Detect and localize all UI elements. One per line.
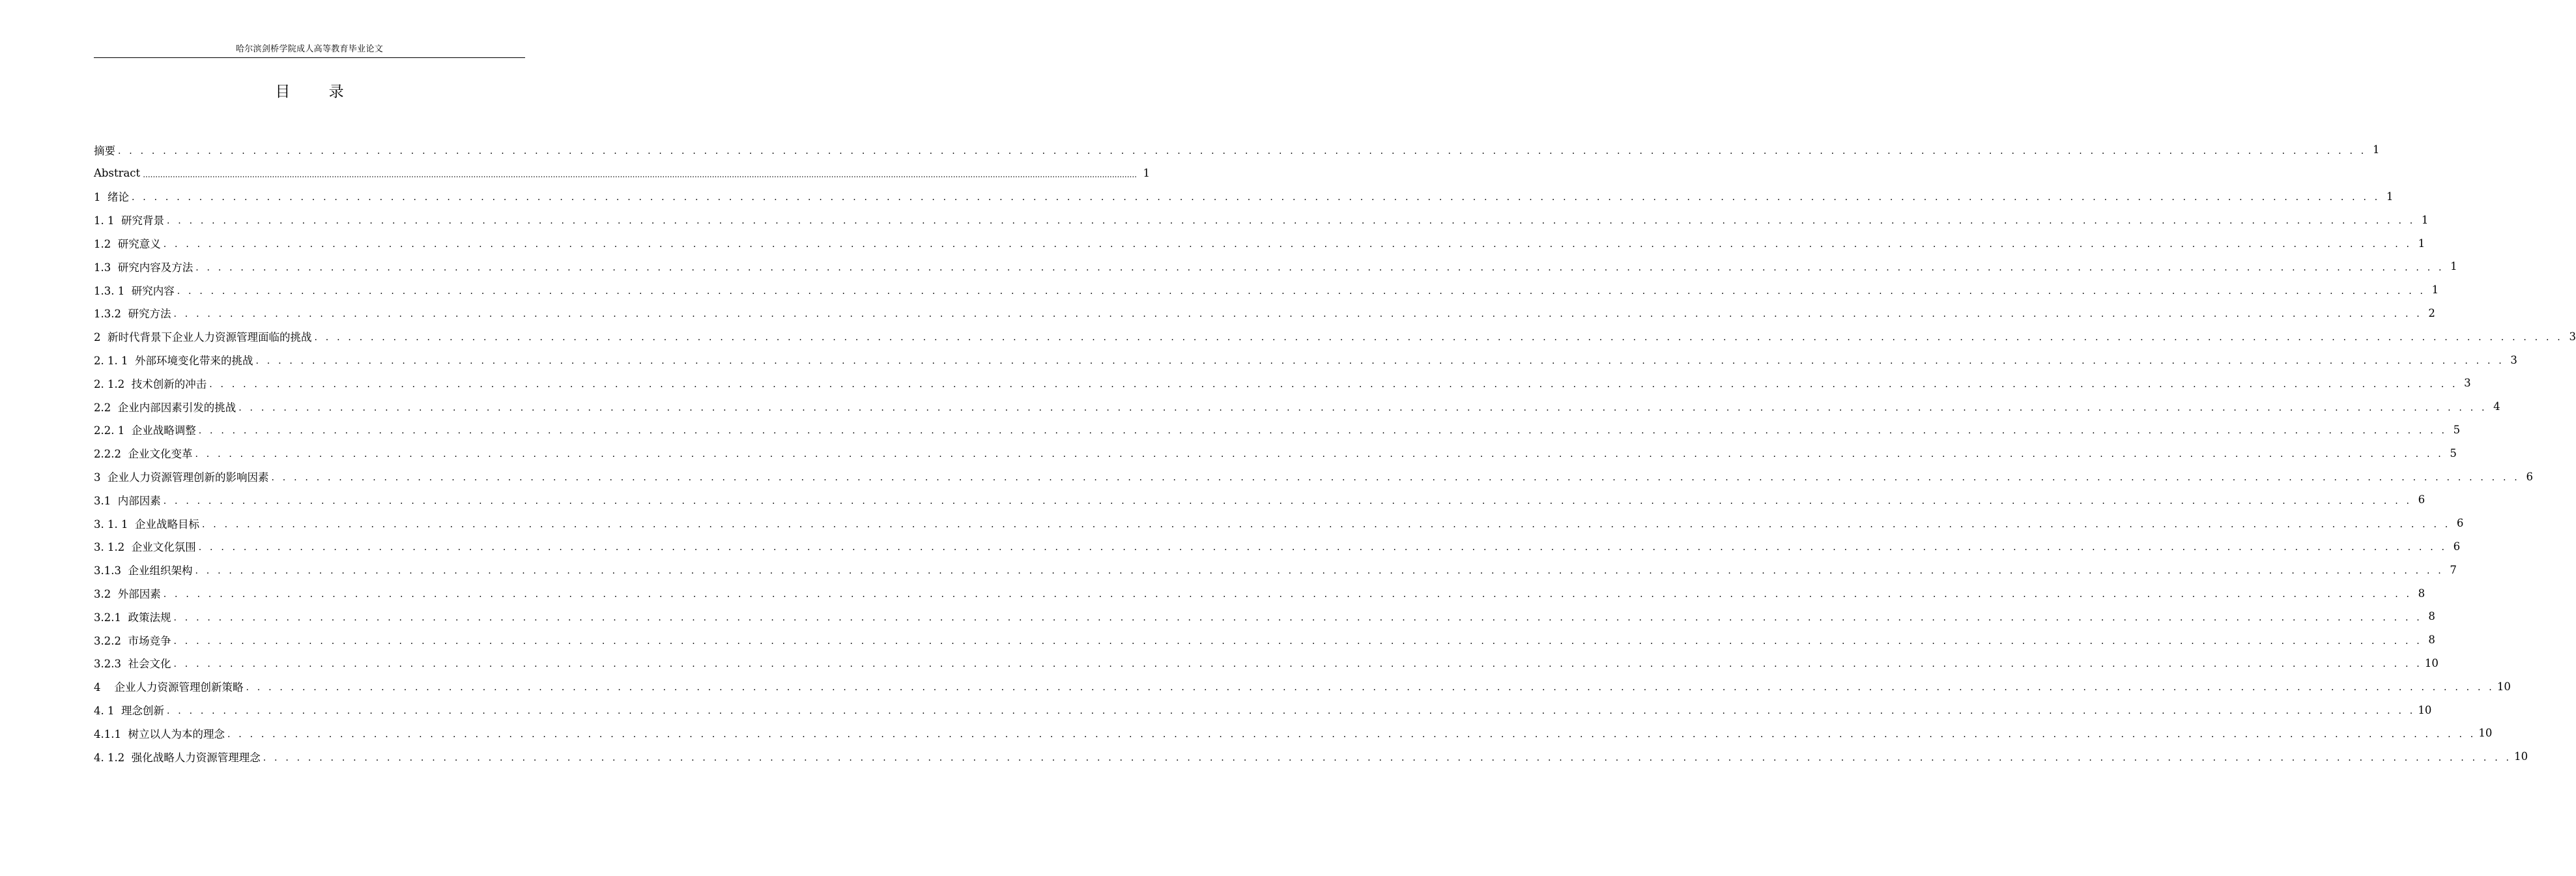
toc-entry[interactable] xyxy=(94,535,2461,559)
toc-entry[interactable] xyxy=(94,441,2457,465)
toc-dot-leader: . . . . . . . . . . . . . . . . . . . . . . . . . . . . . . . . . . . . . . . . . . . . . . . . . . . . . . . . . . . . . . . . . . . . . . . . . . . . . . . . . . . . . . . . . . . . . . . . . . . . . . . . . . . . . . . . . . . . . . . . . . . . . . . . . . . . . . . . . . . . . . . . . . . . . . . . . . . . . . . . . . . . . . . . . . . . . . . . . . . . . . . . . . . . . . . . . . . . . . . . xyxy=(177,285,2426,297)
toc-entry-label: 4. 1.2 强化战略人力资源管理理念 xyxy=(94,751,261,764)
toc-entry-page-number: 1 xyxy=(2421,213,2429,226)
toc-entry[interactable] xyxy=(94,255,2457,278)
toc-entry[interactable] xyxy=(94,395,2500,418)
toc-entry[interactable] xyxy=(94,302,2435,325)
toc-entry-label: 1 绪论 xyxy=(94,191,129,204)
toc-dot-leader: ................................................................................................................................................................................................................................................................................................................................................................................................................ xyxy=(143,169,1137,179)
toc-entry-label: 4.1.1 树立以人为本的理念 xyxy=(94,727,225,740)
toc-entry[interactable] xyxy=(94,558,2457,581)
toc-entry-page-number: 3 xyxy=(2464,377,2471,390)
toc-entry[interactable] xyxy=(94,208,2429,231)
toc-entry[interactable] xyxy=(94,348,2517,372)
toc-dot-leader: . . . . . . . . . . . . . . . . . . . . . . . . . . . . . . . . . . . . . . . . . . . . . . . . . . . . . . . . . . . . . . . . . . . . . . . . . . . . . . . . . . . . . . . . . . . . . . . . . . . . . . . . . . . . . . . . . . . . . . . . . . . . . . . . . . . . . . . . . . . . . . . . . . . . . . . . . . . . . . . . . . . . . . . . . . . . . . . . . . . . . . . . . . . . . . . . . . . . . . . . xyxy=(271,473,2520,484)
toc-entry-page-number: 1 xyxy=(2372,143,2380,156)
toc-entry-page-number: 10 xyxy=(2424,656,2439,669)
toc-entry[interactable] xyxy=(94,162,1150,185)
toc-entry[interactable] xyxy=(94,138,2380,162)
toc-entry-label: 4. 1 理念创新 xyxy=(94,705,164,718)
toc-dot-leader: . . . . . . . . . . . . . . . . . . . . . . . . . . . . . . . . . . . . . . . . . . . . . . . . . . . . . . . . . . . . . . . . . . . . . . . . . . . . . . . . . . . . . . . . . . . . . . . . . . . . . . . . . . . . . . . . . . . . . . . . . . . . . . . . . . . . . . . . . . . . . . . . . . . . . . . . . . . . . . . . . . . . . . . . . . . . . . . . . . . . . . . . . . . . . . . . . . . . . . . . xyxy=(166,706,2416,717)
toc-entry-page-number: 2 xyxy=(2428,306,2435,319)
toc-entry[interactable] xyxy=(94,581,2426,605)
toc-dot-leader: . . . . . . . . . . . . . . . . . . . . . . . . . . . . . . . . . . . . . . . . . . . . . . . . . . . . . . . . . . . . . . . . . . . . . . . . . . . . . . . . . . . . . . . . . . . . . . . . . . . . . . . . . . . . . . . . . . . . . . . . . . . . . . . . . . . . . . . . . . . . . . . . . . . . . . . . . . . . . . . . . . . . . . . . . . . . . . . . . . . . . . . . . . . . . . . . . . . . . . . . xyxy=(198,426,2448,437)
toc-entry[interactable] xyxy=(94,745,2528,768)
toc-entry-label: Abstract xyxy=(94,167,141,180)
toc-entry-page-number: 4 xyxy=(2493,400,2500,413)
toc-entry-page-number: 1 xyxy=(2386,190,2394,203)
toc-entry-page-number: 7 xyxy=(2450,563,2457,576)
toc-title: 目 录 xyxy=(275,83,361,100)
toc-dot-leader: . . . . . . . . . . . . . . . . . . . . . . . . . . . . . . . . . . . . . . . . . . . . . . . . . . . . . . . . . . . . . . . . . . . . . . . . . . . . . . . . . . . . . . . . . . . . . . . . . . . . . . . . . . . . . . . . . . . . . . . . . . . . . . . . . . . . . . . . . . . . . . . . . . . . . . . . . . . . . . . . . . . . . . . . . . . . . . . . . . . . . . . . . . . . . . . . . . . . . . . . xyxy=(238,402,2487,413)
toc-entry[interactable] xyxy=(94,512,2464,535)
toc-entry-label: 3.2.1 政策法规 xyxy=(94,611,171,624)
toc-entry-page-number: 10 xyxy=(2418,703,2432,716)
toc-entry[interactable] xyxy=(94,278,2439,302)
toc-entry[interactable] xyxy=(94,231,2426,255)
toc-entry[interactable] xyxy=(94,372,2471,395)
toc-entry-label: 3 企业人力资源管理创新的影响因素 xyxy=(94,471,269,484)
table-of-contents xyxy=(94,138,2576,768)
toc-entry[interactable] xyxy=(94,185,2394,209)
toc-entry-page-number: 8 xyxy=(2418,587,2426,600)
toc-entry-label: 2 新时代背景下企业人力资源管理面临的挑战 xyxy=(94,331,312,344)
toc-dot-leader: . . . . . . . . . . . . . . . . . . . . . . . . . . . . . . . . . . . . . . . . . . . . . . . . . . . . . . . . . . . . . . . . . . . . . . . . . . . . . . . . . . . . . . . . . . . . . . . . . . . . . . . . . . . . . . . . . . . . . . . . . . . . . . . . . . . . . . . . . . . . . . . . . . . . . . . . . . . . . . . . . . . . . . . . . . . . . . . . . . . . . . . . . . . . . . . . . . . . . . . . xyxy=(173,309,2422,320)
toc-entry-label: 1.3. 1 研究内容 xyxy=(94,284,175,297)
toc-entry-page-number: 5 xyxy=(2450,446,2457,460)
toc-entry-page-number: 1 xyxy=(2418,237,2426,250)
toc-dot-leader: . . . . . . . . . . . . . . . . . . . . . . . . . . . . . . . . . . . . . . . . . . . . . . . . . . . . . . . . . . . . . . . . . . . . . . . . . . . . . . . . . . . . . . . . . . . . . . . . . . . . . . . . . . . . . . . . . . . . . . . . . . . . . . . . . . . . . . . . . . . . . . . . . . . . . . . . . . . . . . . . . . . . . . . . . . . . . . . . . . . . . . . . . . . . . . . . . . . . . . . . xyxy=(195,262,2444,273)
toc-entry-page-number: 6 xyxy=(2456,517,2464,530)
toc-dot-leader: . . . . . . . . . . . . . . . . . . . . . . . . . . . . . . . . . . . . . . . . . . . . . . . . . . . . . . . . . . . . . . . . . . . . . . . . . . . . . . . . . . . . . . . . . . . . . . . . . . . . . . . . . . . . . . . . . . . . . . . . . . . . . . . . . . . . . . . . . . . . . . . . . . . . . . . . . . . . . . . . . . . . . . . . . . . . . . . . . . . . . . . . . . . . . . . . . . . . . . . . xyxy=(132,192,2381,203)
toc-entry-label: 3.2.2 市场竞争 xyxy=(94,634,171,647)
toc-entry-page-number: 1 xyxy=(2431,284,2439,297)
toc-entry-page-number: 6 xyxy=(2418,493,2426,506)
toc-dot-leader: . . . . . . . . . . . . . . . . . . . . . . . . . . . . . . . . . . . . . . . . . . . . . . . . . . . . . . . . . . . . . . . . . . . . . . . . . . . . . . . . . . . . . . . . . . . . . . . . . . . . . . . . . . . . . . . . . . . . . . . . . . . . . . . . . . . . . . . . . . . . . . . . . . . . . . . . . . . . . . . . . . . . . . . . . . . . . . . . . . . . . . . . . . . . . . . . . . . . . . . . xyxy=(255,356,2504,367)
toc-dot-leader: . . . . . . . . . . . . . . . . . . . . . . . . . . . . . . . . . . . . . . . . . . . . . . . . . . . . . . . . . . . . . . . . . . . . . . . . . . . . . . . . . . . . . . . . . . . . . . . . . . . . . . . . . . . . . . . . . . . . . . . . . . . . . . . . . . . . . . . . . . . . . . . . . . . . . . . . . . . . . . . . . . . . . . . . . . . . . . . . . . . . . . . . . . . . . . . . . . . . . . . . xyxy=(195,449,2444,460)
toc-entry-label: 3.2.3 社会文化 xyxy=(94,658,171,671)
toc-entry[interactable] xyxy=(94,605,2435,628)
toc-entry-label: 2. 1. 1 外部环境变化带来的挑战 xyxy=(94,355,253,368)
toc-entry-page-number: 1 xyxy=(2450,260,2457,273)
toc-dot-leader: . . . . . . . . . . . . . . . . . . . . . . . . . . . . . . . . . . . . . . . . . . . . . . . . . . . . . . . . . . . . . . . . . . . . . . . . . . . . . . . . . . . . . . . . . . . . . . . . . . . . . . . . . . . . . . . . . . . . . . . . . . . . . . . . . . . . . . . . . . . . . . . . . . . . . . . . . . . . . . . . . . . . . . . . . . . . . . . . . . . . . . . . . . . . . . . . . . . . . . . . xyxy=(166,216,2416,227)
toc-entry-label: 2. 1.2 技术创新的冲击 xyxy=(94,377,207,390)
toc-entry[interactable] xyxy=(94,722,2493,745)
toc-entry-label: 3.2 外部因素 xyxy=(94,588,161,601)
toc-dot-leader: . . . . . . . . . . . . . . . . . . . . . . . . . . . . . . . . . . . . . . . . . . . . . . . . . . . . . . . . . . . . . . . . . . . . . . . . . . . . . . . . . . . . . . . . . . . . . . . . . . . . . . . . . . . . . . . . . . . . . . . . . . . . . . . . . . . . . . . . . . . . . . . . . . . . . . . . . . . . . . . . . . . . . . . . . . . . . . . . . . . . . . . . . . . . . . . . . . . . . . . . xyxy=(209,379,2458,390)
toc-entry-page-number: 6 xyxy=(2526,470,2533,483)
toc-entry[interactable] xyxy=(94,652,2439,675)
toc-dot-leader: . . . . . . . . . . . . . . . . . . . . . . . . . . . . . . . . . . . . . . . . . . . . . . . . . . . . . . . . . . . . . . . . . . . . . . . . . . . . . . . . . . . . . . . . . . . . . . . . . . . . . . . . . . . . . . . . . . . . . . . . . . . . . . . . . . . . . . . . . . . . . . . . . . . . . . . . . . . . . . . . . . . . . . . . . . . . . . . . . . . . . . . . . . . . . . . . . . . . . . . . xyxy=(173,659,2422,670)
toc-dot-leader: . . . . . . . . . . . . . . . . . . . . . . . . . . . . . . . . . . . . . . . . . . . . . . . . . . . . . . . . . . . . . . . . . . . . . . . . . . . . . . . . . . . . . . . . . . . . . . . . . . . . . . . . . . . . . . . . . . . . . . . . . . . . . . . . . . . . . . . . . . . . . . . . . . . . . . . . . . . . . . . . . . . . . . . . . . . . . . . . . . . . . . . . . . . . . . . . . . . . . . . . xyxy=(263,752,2512,763)
toc-entry-label: 4 企业人力资源管理创新策略 xyxy=(94,681,244,694)
header-rule xyxy=(94,57,525,58)
toc-dot-leader: . . . . . . . . . . . . . . . . . . . . . . . . . . . . . . . . . . . . . . . . . . . . . . . . . . . . . . . . . . . . . . . . . . . . . . . . . . . . . . . . . . . . . . . . . . . . . . . . . . . . . . . . . . . . . . . . . . . . . . . . . . . . . . . . . . . . . . . . . . . . . . . . . . . . . . . . . . . . . . . . . . . . . . . . . . . . . . . . . . . . . . . . . . . . . . . . . . . . . . . . xyxy=(163,495,2412,506)
toc-entry-label: 摘要 xyxy=(94,144,115,157)
toc-dot-leader: . . . . . . . . . . . . . . . . . . . . . . . . . . . . . . . . . . . . . . . . . . . . . . . . . . . . . . . . . . . . . . . . . . . . . . . . . . . . . . . . . . . . . . . . . . . . . . . . . . . . . . . . . . . . . . . . . . . . . . . . . . . . . . . . . . . . . . . . . . . . . . . . . . . . . . . . . . . . . . . . . . . . . . . . . . . . . . . . . . . . . . . . . . . . . . . . . . . . . . . . xyxy=(173,635,2422,647)
toc-entry-label: 3.1.3 企业组织架构 xyxy=(94,564,193,577)
toc-entry[interactable] xyxy=(94,325,2576,348)
toc-dot-leader: . . . . . . . . . . . . . . . . . . . . . . . . . . . . . . . . . . . . . . . . . . . . . . . . . . . . . . . . . . . . . . . . . . . . . . . . . . . . . . . . . . . . . . . . . . . . . . . . . . . . . . . . . . . . . . . . . . . . . . . . . . . . . . . . . . . . . . . . . . . . . . . . . . . . . . . . . . . . . . . . . . . . . . . . . . . . . . . . . . . . . . . . . . . . . . . . . . . . . . . . xyxy=(198,542,2448,553)
toc-entry-label: 2.2 企业内部因素引发的挑战 xyxy=(94,401,236,414)
toc-entry-page-number: 8 xyxy=(2428,610,2435,623)
toc-entry[interactable] xyxy=(94,675,2511,698)
toc-entry-label: 1.3 研究内容及方法 xyxy=(94,261,193,274)
toc-entry-label: 1.2 研究意义 xyxy=(94,238,161,251)
toc-dot-leader: . . . . . . . . . . . . . . . . . . . . . . . . . . . . . . . . . . . . . . . . . . . . . . . . . . . . . . . . . . . . . . . . . . . . . . . . . . . . . . . . . . . . . . . . . . . . . . . . . . . . . . . . . . . . . . . . . . . . . . . . . . . . . . . . . . . . . . . . . . . . . . . . . . . . . . . . . . . . . . . . . . . . . . . . . . . . . . . . . . . . . . . . . . . . . . . . . . . . . . . . xyxy=(195,566,2444,577)
toc-entry-label: 2.2. 1 企业战略调整 xyxy=(94,424,196,437)
toc-dot-leader: . . . . . . . . . . . . . . . . . . . . . . . . . . . . . . . . . . . . . . . . . . . . . . . . . . . . . . . . . . . . . . . . . . . . . . . . . . . . . . . . . . . . . . . . . . . . . . . . . . . . . . . . . . . . . . . . . . . . . . . . . . . . . . . . . . . . . . . . . . . . . . . . . . . . . . . . . . . . . . . . . . . . . . . . . . . . . . . . . . . . . . . . . . . . . . . . . . . . . . . . xyxy=(173,612,2422,623)
toc-dot-leader: . . . . . . . . . . . . . . . . . . . . . . . . . . . . . . . . . . . . . . . . . . . . . . . . . . . . . . . . . . . . . . . . . . . . . . . . . . . . . . . . . . . . . . . . . . . . . . . . . . . . . . . . . . . . . . . . . . . . . . . . . . . . . . . . . . . . . . . . . . . . . . . . . . . . . . . . . . . . . . . . . . . . . . . . . . . . . . . . . . . . . . . . . . . . . . . . . . . . . . . . xyxy=(246,682,2495,694)
toc-entry-label: 1. 1 研究背景 xyxy=(94,214,164,227)
toc-entry-page-number: 5 xyxy=(2453,423,2461,436)
toc-entry-page-number: 10 xyxy=(2478,727,2493,740)
toc-dot-leader: . . . . . . . . . . . . . . . . . . . . . . . . . . . . . . . . . . . . . . . . . . . . . . . . . . . . . . . . . . . . . . . . . . . . . . . . . . . . . . . . . . . . . . . . . . . . . . . . . . . . . . . . . . . . . . . . . . . . . . . . . . . . . . . . . . . . . . . . . . . . . . . . . . . . . . . . . . . . . . . . . . . . . . . . . . . . . . . . . . . . . . . . . . . . . . . . . . . . . . . . xyxy=(314,332,2563,343)
toc-dot-leader: . . . . . . . . . . . . . . . . . . . . . . . . . . . . . . . . . . . . . . . . . . . . . . . . . . . . . . . . . . . . . . . . . . . . . . . . . . . . . . . . . . . . . . . . . . . . . . . . . . . . . . . . . . . . . . . . . . . . . . . . . . . . . . . . . . . . . . . . . . . . . . . . . . . . . . . . . . . . . . . . . . . . . . . . . . . . . . . . . . . . . . . . . . . . . . . . . . . . . . . . xyxy=(227,729,2476,740)
toc-entry-label: 3. 1. 1 企业战略目标 xyxy=(94,518,199,531)
toc-dot-leader: . . . . . . . . . . . . . . . . . . . . . . . . . . . . . . . . . . . . . . . . . . . . . . . . . . . . . . . . . . . . . . . . . . . . . . . . . . . . . . . . . . . . . . . . . . . . . . . . . . . . . . . . . . . . . . . . . . . . . . . . . . . . . . . . . . . . . . . . . . . . . . . . . . . . . . . . . . . . . . . . . . . . . . . . . . . . . . . . . . . . . . . . . . . . . . . . . . . . . . . . xyxy=(163,589,2412,600)
toc-entry-page-number: 3 xyxy=(2510,353,2517,366)
toc-dot-leader: . . . . . . . . . . . . . . . . . . . . . . . . . . . . . . . . . . . . . . . . . . . . . . . . . . . . . . . . . . . . . . . . . . . . . . . . . . . . . . . . . . . . . . . . . . . . . . . . . . . . . . . . . . . . . . . . . . . . . . . . . . . . . . . . . . . . . . . . . . . . . . . . . . . . . . . . . . . . . . . . . . . . . . . . . . . . . . . . . . . . . . . . . . . . . . . . . . . . . . . . xyxy=(163,239,2412,250)
toc-entry-page-number: 1 xyxy=(1143,167,1150,180)
toc-entry-page-number: 10 xyxy=(2514,750,2528,763)
toc-entry-page-number: 8 xyxy=(2428,634,2435,647)
toc-entry-label: 3.1 内部因素 xyxy=(94,494,161,507)
page-header: 哈尔滨剑桥学院成人高等教育毕业论文 xyxy=(235,44,384,54)
toc-dot-leader: . . . . . . . . . . . . . . . . . . . . . . . . . . . . . . . . . . . . . . . . . . . . . . . . . . . . . . . . . . . . . . . . . . . . . . . . . . . . . . . . . . . . . . . . . . . . . . . . . . . . . . . . . . . . . . . . . . . . . . . . . . . . . . . . . . . . . . . . . . . . . . . . . . . . . . . . . . . . . . . . . . . . . . . . . . . . . . . . . . . . . . . . . . . . . . . . . . . . . . . . xyxy=(201,519,2451,530)
toc-entry[interactable] xyxy=(94,418,2461,442)
toc-entry-page-number: 3 xyxy=(2569,330,2576,343)
toc-entry[interactable] xyxy=(94,628,2435,652)
toc-entry[interactable] xyxy=(94,698,2432,722)
toc-entry[interactable] xyxy=(94,488,2426,512)
toc-dot-leader: . . . . . . . . . . . . . . . . . . . . . . . . . . . . . . . . . . . . . . . . . . . . . . . . . . . . . . . . . . . . . . . . . . . . . . . . . . . . . . . . . . . . . . . . . . . . . . . . . . . . . . . . . . . . . . . . . . . . . . . . . . . . . . . . . . . . . . . . . . . . . . . . . . . . . . . . . . . . . . . . . . . . . . . . . . . . . . . . . . . . . . . . . . . . . . . . . . . . . . . . xyxy=(118,145,2367,156)
toc-entry-page-number: 10 xyxy=(2497,680,2511,693)
toc-entry-label: 1.3.2 研究方法 xyxy=(94,308,171,321)
toc-entry[interactable] xyxy=(94,465,2533,488)
toc-entry-label: 2.2.2 企业文化变革 xyxy=(94,448,193,461)
toc-entry-label: 3. 1.2 企业文化氛围 xyxy=(94,541,196,554)
toc-entry-page-number: 6 xyxy=(2453,540,2461,553)
